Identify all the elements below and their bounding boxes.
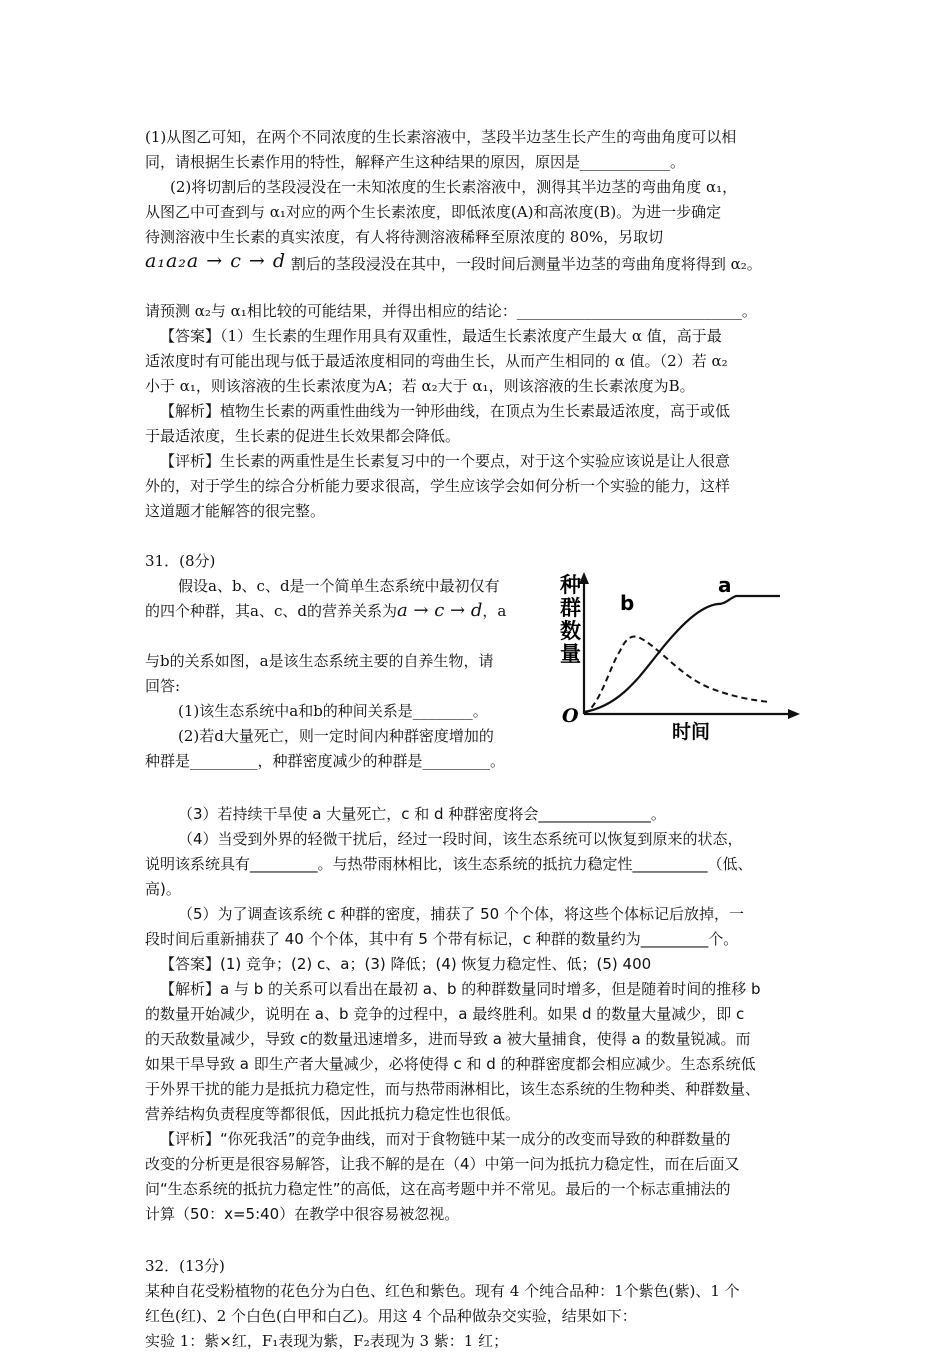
q31-heading: 31．(8分) <box>145 552 216 570</box>
q30-text-6: 割后的茎段浸没在其中，一段时间后测量半边茎的弯曲角度将得到 α₂。 <box>290 255 762 273</box>
q31-question-1: (1)该生态系统中a和b的种间关系是________。 <box>178 702 488 720</box>
q31-comment-1: 【评析】“你死我活”的竞争曲线，而对于食物链中某一成分的改变而导致的种群数量的 <box>160 1130 731 1148</box>
chart-origin-label: O <box>562 705 579 727</box>
chart-x-label: 时间 <box>672 721 711 743</box>
q30-text-3: (2)将切割后的茎段浸没在一未知浓度的生长素溶液中，测得其半边茎的弯曲角度 α₁， <box>170 178 738 196</box>
q30-comment-1: 【评析】生长素的两重性是生长素复习中的一个要点，对于这个实验应该说是让人很意 <box>160 452 731 470</box>
q30-comment-3: 这道题才能解答的很完整。 <box>145 502 326 520</box>
chart-y-label-char: 群 <box>560 596 581 620</box>
q31-question-5-cont: 段时间后重新捕获了 40 个个体，其中有 5 个带有标记，c 种群的数量约为_________个。 <box>145 930 739 948</box>
q31-text-2b: ，a <box>482 602 507 620</box>
series-b-label: b <box>620 591 635 615</box>
q30-comment-2: 外的，对于学生的综合分析能力要求很高，学生应该学会如何分析一个实验的能力，这样 <box>145 477 731 495</box>
chart-y-label-char: 量 <box>560 642 581 666</box>
q31-question-3: （3）若持续干旱使 a 大量死亡，c 和 d 种群密度将会_______________。 <box>178 805 666 823</box>
q31-analysis-4: 如果干旱导致 a 即生产者大量减少，必将使得 c 和 d 的种群密度都会相应减少。生态系统低 <box>145 1055 756 1073</box>
series-a-curve <box>584 596 780 712</box>
q31-food-chain-formula: a → c → d <box>396 600 483 621</box>
q30-text-2: 同，请根据生长素作用的特性，解释产生这种结果的原因，原因是____________。 <box>145 153 686 171</box>
population-chart <box>560 566 810 756</box>
q30-stray-formula: a₁a₂a → c → d <box>145 250 287 272</box>
q31-analysis-3: 的天敌数量减少，导致 c的数量迅速增多，进而导致 a 被大量捕食，使得 a 的数量锐减。而 <box>145 1030 751 1048</box>
q31-answer: 【答案】(1) 竞争；(2) c、a；(3) 降低；(4) 恢复力稳定性、低；(5) 400 <box>160 955 652 973</box>
q30-math-line <box>145 250 762 272</box>
chart-y-label-char: 种 <box>560 573 581 597</box>
chart-y-label <box>560 573 581 666</box>
q30-text-5: 待测溶液中生长素的真实浓度，有人将待测溶液稀释至原浓度的 80%，另取切 <box>145 228 664 246</box>
q31-comment-4: 计算（50：x=5:40）在教学中很容易被忽视。 <box>145 1205 460 1223</box>
q32-text-1: 某种自花受粉植物的花色分为白色、红色和紫色。现有 4 个纯合品种：1个紫色(紫)、1 个 <box>145 1282 740 1300</box>
q31-comment-2: 改变的分析更是很容易解答，让我不解的是在（4）中第一问为抵抗力稳定性，而在后面又 <box>145 1155 740 1173</box>
q31-question-4: （4）当受到外界的轻微干扰后，经过一段时间，该生态系统可以恢复到原来的状态， <box>178 830 743 848</box>
q32-text-2: 红色(红)、2 个白色(白甲和白乙)。用这 4 个品种做杂交实验，结果如下： <box>145 1307 637 1325</box>
q30-answer-3: 小于 α₁，则该溶液的生长素浓度为A；若 α₂大于 α₁，则该溶液的生长素浓度为B。 <box>145 377 695 395</box>
q31-comment-3: 问“生态系统的抵抗力稳定性”的高低，这在高考题中并不常见。最后的一个标志重捕法的 <box>145 1180 731 1198</box>
q31-question-5: （5）为了调查该系统 c 种群的密度，捕获了 50 个个体，将这些个体标记后放掉，一 <box>178 905 744 923</box>
q30-text-1: (1)从图乙可知，在两个不同浓度的生长素溶液中，茎段半边茎生长产生的弯曲角度可以相 <box>145 128 737 146</box>
q31-question-2-cont: 种群是_________，种群密度减少的种群是_________。 <box>145 752 506 770</box>
series-a-label: a <box>718 573 732 597</box>
chart-y-label-char: 数 <box>560 619 581 643</box>
q30-text-7: 请预测 α₂与 α₁相比较的可能结果，并得出相应的结论：______________________________。 <box>145 302 757 320</box>
q31-question-4-end: 高)。 <box>145 880 181 898</box>
q31-question-2: (2)若d大量死亡，则一定时间内种群密度增加的 <box>178 727 494 745</box>
q31-text-2a: 的四个种群，其a、c、d的营养关系为 <box>145 602 397 620</box>
q32-heading: 32．(13分) <box>145 1257 225 1275</box>
q32-text-3: 实验 1：紫×红，F₁表现为紫，F₂表现为 3 紫：1 红； <box>145 1332 509 1350</box>
q31-analysis-2: 的数量开始减少，说明在 a、b 竞争的过程中，a 最终胜利。如果 d 的数量大量减少，即 c <box>145 1005 745 1023</box>
q30-analysis-1: 【解析】植物生长素的两重性曲线为一钟形曲线，在顶点为生长素最适浓度，高于或低 <box>160 402 731 420</box>
chart-x-axis-arrow <box>788 709 800 719</box>
q31-text-4: 回答: <box>145 677 181 695</box>
q31-analysis-5: 于外界干扰的能力是抵抗力稳定性，而与热带雨淋相比，该生态系统的生物种类、种群数量、 <box>145 1080 761 1098</box>
q30-analysis-2: 于最适浓度，生长素的促进生长效果都会降低。 <box>145 427 461 445</box>
q30-answer-2: 适浓度时有可能出现与低于最适浓度相同的弯曲生长，从而产生相同的 α 值。（2）若 α₂ <box>145 352 728 370</box>
q30-answer-1: 【答案】（1）生长素的生理作用具有双重性，最适生长素浓度产生最大 α 值，高于最 <box>160 327 722 345</box>
q31-analysis-6: 营养结构负责程度等都很低，因此抵抗力稳定性也很低。 <box>145 1105 521 1123</box>
q30-text-4: 从图乙中可查到与 α₁对应的两个生长素浓度，即低浓度(A)和高浓度(B)。为进一步确定 <box>145 203 722 221</box>
q31-text-3: 与b的关系如图，a是该生态系统主要的自养生物，请 <box>145 652 494 670</box>
q31-question-4-cont: 说明该系统具有_________。与热带雨林相比，该生态系统的抵抗力稳定性__________（低、 <box>145 855 753 873</box>
q31-text-2 <box>145 600 506 622</box>
q31-analysis-1: 【解析】a 与 b 的关系可以看出在最初 a、b 的种群数量同时增多，但是随着时间的推移 b <box>160 980 761 998</box>
q31-text-1: 假设a、b、c、d是一个简单生态系统中最初仅有 <box>178 577 500 595</box>
